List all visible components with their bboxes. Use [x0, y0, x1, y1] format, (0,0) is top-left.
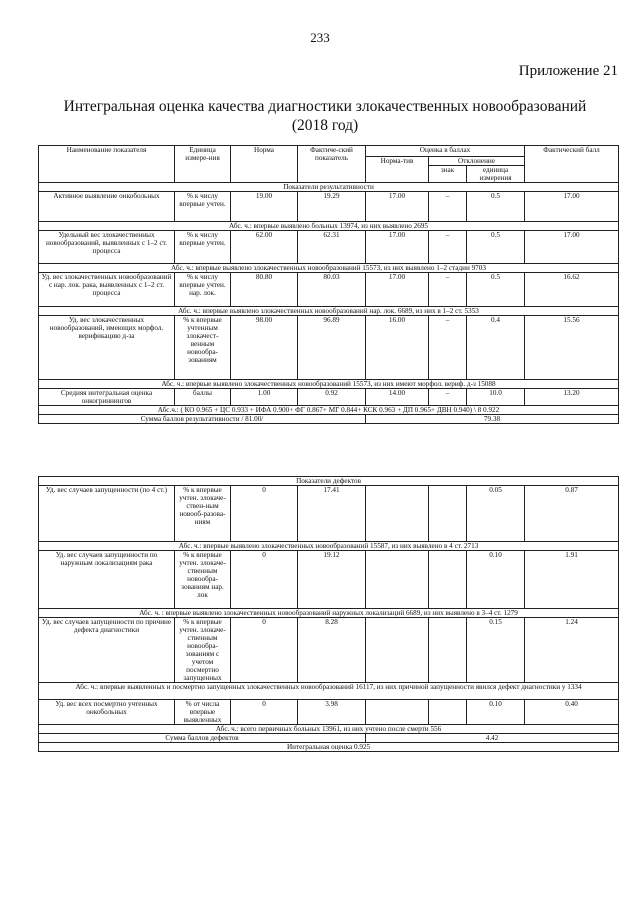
results-sum-value: 79.38 [366, 415, 619, 424]
defect-actual: 3.98 [298, 700, 366, 725]
indicator-deviation: 10.0 [467, 389, 525, 406]
indicator-unit: % к числу впервые учтен. [175, 231, 231, 264]
header-name: Наименование показателя [39, 146, 175, 183]
defect-normative [366, 551, 429, 609]
header-final: Фактический балл [525, 146, 619, 183]
table-row [39, 192, 619, 222]
table-row [39, 273, 619, 307]
note-row [39, 542, 619, 551]
defect-name: Уд. вес случаев запущенности по причине дефекта диагностики [39, 618, 175, 683]
note-row [39, 406, 619, 415]
indicator-sign: – [429, 192, 467, 222]
indicator-deviation: 0.5 [467, 273, 525, 307]
defect-norm: 0 [231, 700, 298, 725]
defect-normative [366, 700, 429, 725]
header-score-group: Оценка в баллах [366, 146, 525, 157]
page-number: 233 [310, 30, 330, 45]
defect-sign [429, 700, 467, 725]
defects-sum-value: 4.42 [366, 734, 619, 743]
defect-name: Уд. вес всех посмертно учтенных онкобольных [39, 700, 175, 725]
absolute-count-note: Абс. ч.: впервые выявлено злокачественных новообразований 15573, из них выявлено 1–2 стадии 9703 [39, 264, 619, 273]
table-row [39, 618, 619, 683]
table-row [39, 700, 619, 725]
table-row [39, 231, 619, 264]
indicator-norm: 19.00 [231, 192, 298, 222]
header-dev-unit: единица измерения [467, 166, 525, 183]
defect-actual: 8.28 [298, 618, 366, 683]
defect-unit: % к впервые учтен. злокаче-ственным новообра-зованиям нар. лок [175, 551, 231, 609]
note-row [39, 222, 619, 231]
indicator-score: 15.56 [525, 316, 619, 380]
title-line-1: Интегральная оценка качества диагностики злокачественных новообразований [63, 98, 587, 115]
defect-score: 1.91 [525, 551, 619, 609]
results-table [38, 145, 619, 424]
indicator-norm: 98.00 [231, 316, 298, 380]
defect-unit: % к впервые учтен. злокаче-ствен-ным новооб-разова-ниям [175, 486, 231, 542]
header-deviation: Отклонение [429, 157, 525, 166]
defect-deviation: 0.10 [467, 700, 525, 725]
indicator-deviation: 0.4 [467, 316, 525, 380]
indicator-norm: 80.80 [231, 273, 298, 307]
indicator-name: Активное выявление онкобольных [39, 192, 175, 222]
absolute-count-note: Абс. ч.: впервые выявлено больных 13974, из них выявлено 2695 [39, 222, 619, 231]
absolute-count-note: Абс. ч.: впервые выявлено злокачественных новообразований нар. лок. 6689, из них в 1–2 ст. 5353 [39, 307, 619, 316]
defect-unit: % от числа впервые выявленных [175, 700, 231, 725]
section-results-title: Показатели результативности [39, 183, 619, 192]
indicator-actual: 80.03 [298, 273, 366, 307]
defect-name: Уд. вес случаев запущенности (по 4 ст.) [39, 486, 175, 542]
table-row [39, 486, 619, 542]
indicator-name: Уд. вес злокачественных новообразований, имеющих морфол. верификацию д-за [39, 316, 175, 380]
indicator-name: Удельный вес злокачественных новообразований, выявленных с 1–2 ст. процесса [39, 231, 175, 264]
header-norm: Норма [231, 146, 298, 183]
table-row [39, 551, 619, 609]
indicator-sign: – [429, 231, 467, 264]
note-row [39, 380, 619, 389]
defect-norm: 0 [231, 618, 298, 683]
defect-score: 1.24 [525, 618, 619, 683]
indicator-sign: – [429, 273, 467, 307]
indicator-deviation: 0.5 [467, 192, 525, 222]
indicator-normative: 17.00 [366, 192, 429, 222]
defect-score: 0.40 [525, 700, 619, 725]
note-row [39, 725, 619, 734]
indicator-sign: – [429, 389, 467, 406]
header-unit: Единица измере-ния [175, 146, 231, 183]
indicator-unit: % к числу впервые учтен. нар. лок. [175, 273, 231, 307]
header-actual: Фактиче-ский показатель [298, 146, 366, 183]
indicator-norm: 62.00 [231, 231, 298, 264]
defect-norm: 0 [231, 551, 298, 609]
defect-deviation: 0.05 [467, 486, 525, 542]
defects-sum-row [39, 734, 619, 743]
defect-sign [429, 486, 467, 542]
indicator-sign: – [429, 316, 467, 380]
defect-actual: 17.41 [298, 486, 366, 542]
indicator-score: 17.00 [525, 192, 619, 222]
defect-deviation: 0.10 [467, 551, 525, 609]
absolute-count-note: Абс. ч.: впервые выявлено злокачественных новообразований 15573, из них имеют морфол. вериф. д-з 15088 [39, 380, 619, 389]
defect-sign [429, 551, 467, 609]
note-row [39, 307, 619, 316]
absolute-count-note: Абс.ч.: ( КО 0.965 + ЦС 0.933 + ИФА 0.900+ ФГ 0.867+ МГ 0.844+ КСК 0.963 + ДП 0.965+ ДВН 0.940) \ 8 0.922 [39, 406, 619, 415]
indicator-unit: баллы [175, 389, 231, 406]
table-row [39, 389, 619, 406]
indicator-score: 17.00 [525, 231, 619, 264]
indicator-normative: 14.00 [366, 389, 429, 406]
integral-row [39, 743, 619, 752]
table-row [39, 316, 619, 380]
indicator-score: 13.20 [525, 389, 619, 406]
indicator-unit: % к числу впервые учтен. [175, 192, 231, 222]
header-normal: Норма-тив [366, 157, 429, 183]
defects-sum-label: Сумма баллов дефектов [39, 734, 366, 743]
indicator-unit: % к впервые учтенным злокачест-венным новообра-зованиям [175, 316, 231, 380]
indicator-deviation: 0.5 [467, 231, 525, 264]
indicator-norm: 1.00 [231, 389, 298, 406]
integral-score: Интегральная оценка 0.925 [39, 743, 619, 752]
indicator-actual: 0.92 [298, 389, 366, 406]
defect-score: 0.87 [525, 486, 619, 542]
defect-actual: 19.12 [298, 551, 366, 609]
indicator-normative: 16.00 [366, 316, 429, 380]
title-line-2: (2018 год) [291, 117, 359, 134]
document-title [40, 97, 610, 135]
indicator-normative: 17.00 [366, 231, 429, 264]
indicator-actual: 96.89 [298, 316, 366, 380]
header-sign: знак [429, 166, 467, 183]
defect-sign [429, 618, 467, 683]
indicator-actual: 19.29 [298, 192, 366, 222]
defect-unit: % к впервые учтен. злокаче-ственным новообра-зованиям с учетом посмертно запущенных [175, 618, 231, 683]
indicator-actual: 62.31 [298, 231, 366, 264]
defect-deviation: 0.15 [467, 618, 525, 683]
indicator-score: 16.62 [525, 273, 619, 307]
results-sum-label: Сумма баллов результативности / 81.00/ [39, 415, 366, 424]
defects-table [38, 476, 619, 752]
indicator-name: Средняя интегральная оценка онкогриннингов [39, 389, 175, 406]
absolute-count-note: Абс. ч.: впервые выявлено злокачественных новообразований 15587, из них выявлено в 4 ст. 2713 [39, 542, 619, 551]
defect-name: Уд. вес случаев запущенности по наружным локализациям рака [39, 551, 175, 609]
absolute-count-note: Абс. ч. : впервые выявлено злокачественных новообразований наружных локализаций 6689, из них выявлено в 3–4 ст. 1279 [39, 609, 619, 618]
absolute-count-note: Абс. ч.: всего первичных больных 13961, из них учтено после смерти 556 [39, 725, 619, 734]
appendix-label: Приложение 21 [518, 63, 618, 79]
defect-norm: 0 [231, 486, 298, 542]
note-row [39, 609, 619, 618]
results-sum-row [39, 415, 619, 424]
note-row [39, 683, 619, 700]
note-row [39, 264, 619, 273]
defect-normative [366, 486, 429, 542]
indicator-name: Уд. вес злокачественных новообразований с нар. лок. рака, выявленных с 1–2 ст. процесса [39, 273, 175, 307]
indicator-normative: 17.00 [366, 273, 429, 307]
absolute-count-note: Абс. ч.: впервые выявленных и посмертно запущенных злокачественных новообразований 16117, из них причиной запущенности явился дефект диагностики у 1334 [39, 683, 619, 700]
defect-normative [366, 618, 429, 683]
section-defects-title: Показатели дефектов [39, 477, 619, 486]
